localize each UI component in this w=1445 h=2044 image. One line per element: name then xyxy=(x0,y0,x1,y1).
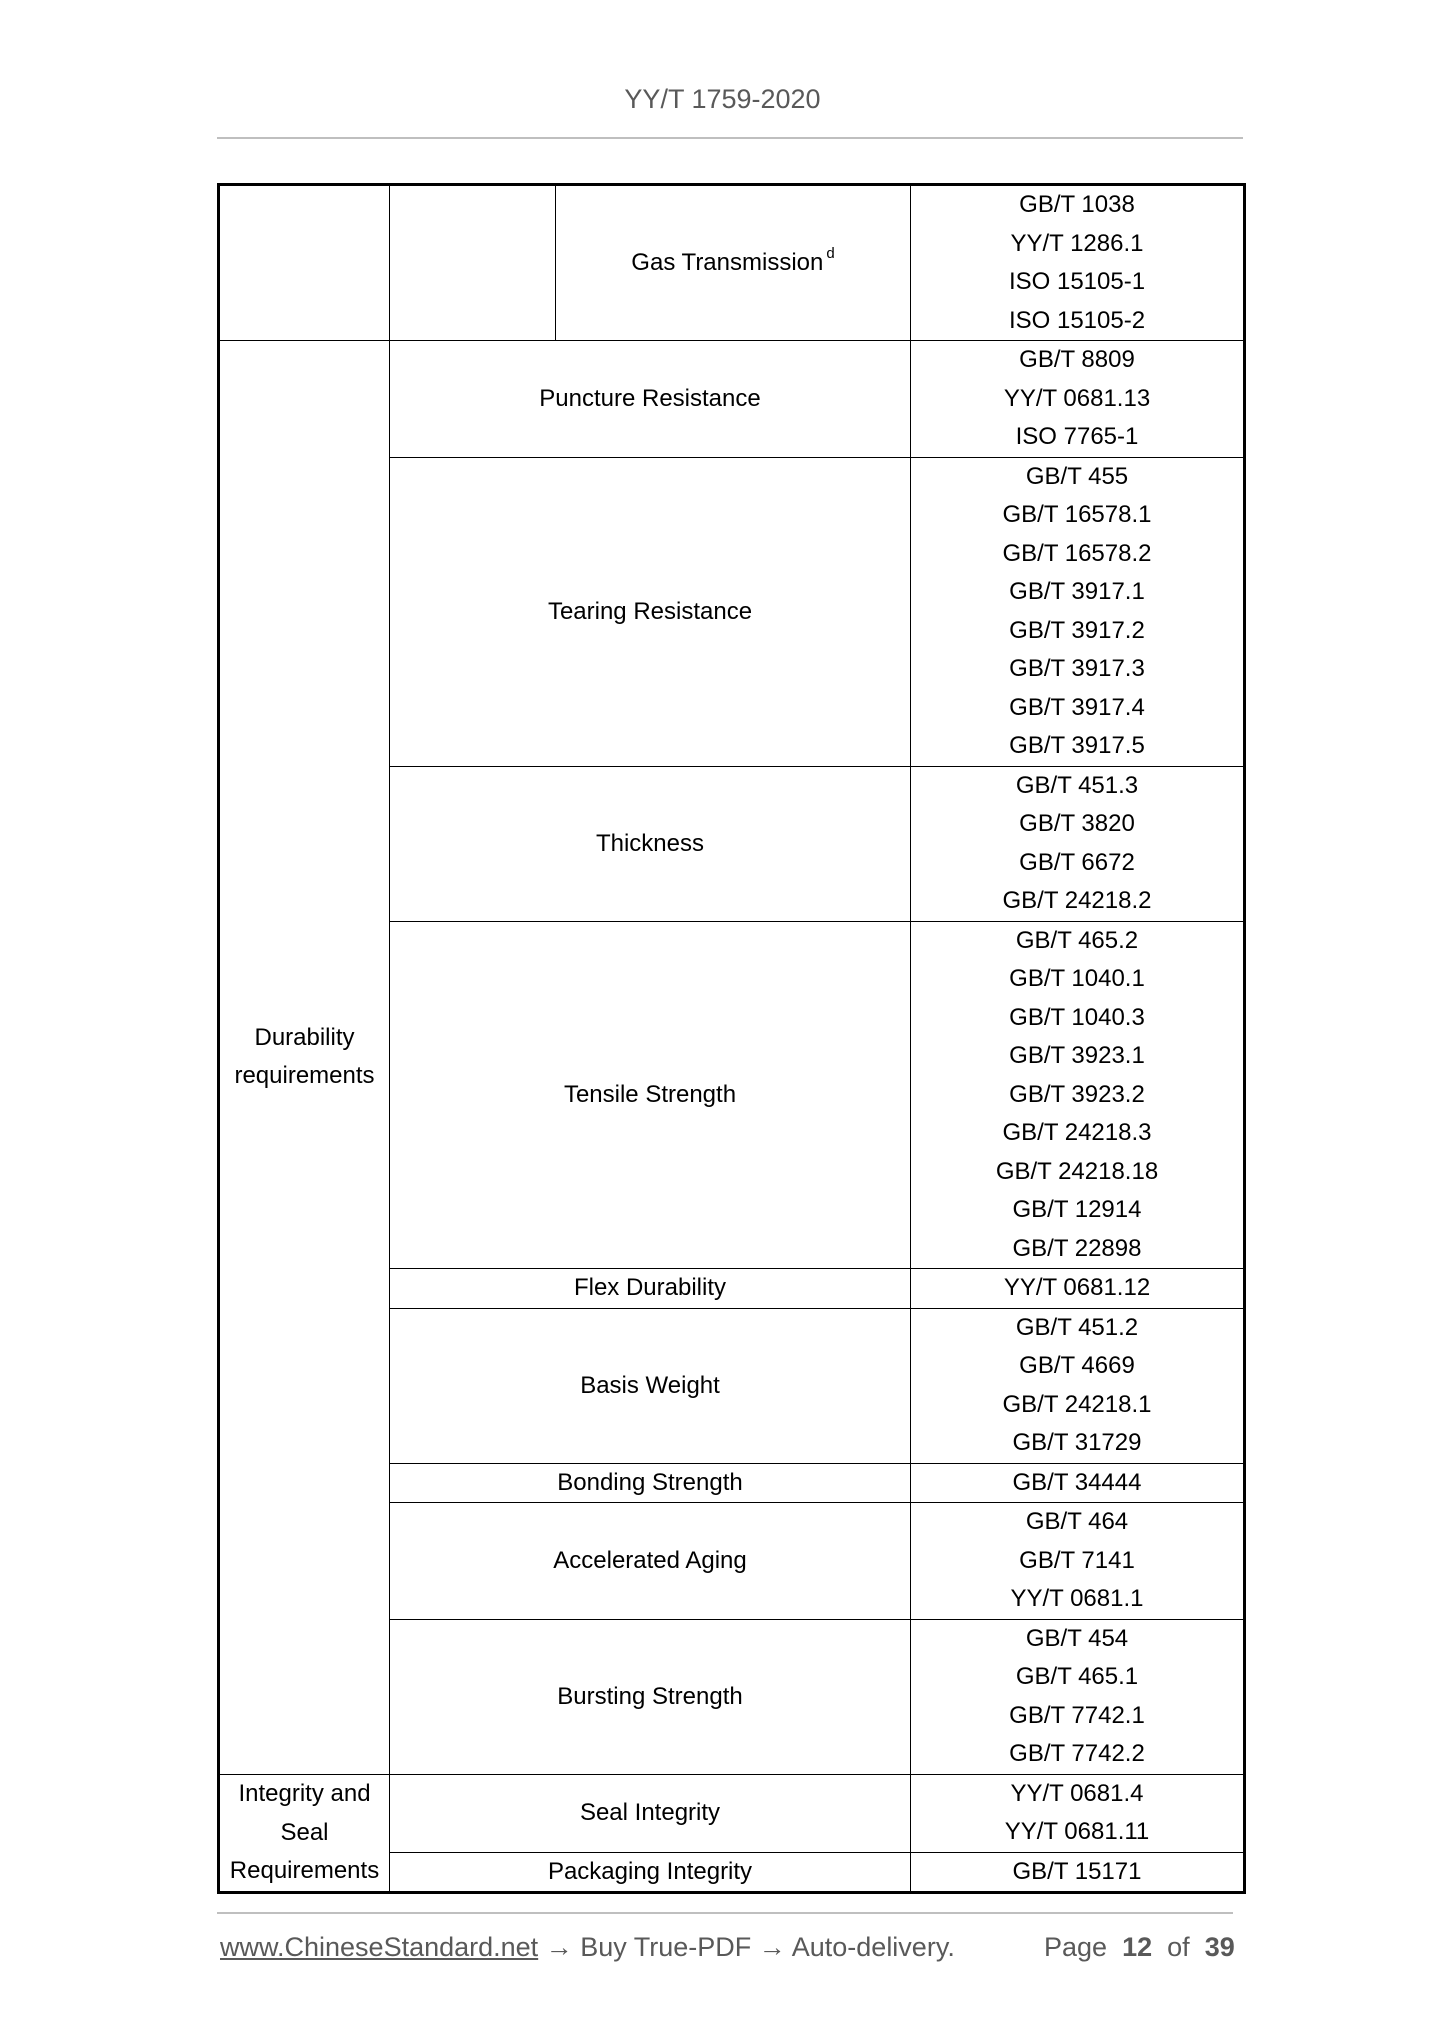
standards-cell xyxy=(911,185,1245,341)
standard-code: GB/T 4669 xyxy=(1019,1352,1135,1379)
standard-code: GB/T 7742.1 xyxy=(1009,1701,1145,1729)
property-cell xyxy=(390,1503,911,1620)
standard-code: GB/T 34444 xyxy=(1012,1468,1142,1496)
property-label: Tensile Strength xyxy=(563,1080,737,1108)
standard-code: GB/T 31729 xyxy=(1012,1429,1142,1456)
group-label-cell xyxy=(219,341,390,1775)
test-standards-table xyxy=(217,183,1246,1894)
standard-code: GB/T 15171 xyxy=(1012,1857,1142,1885)
footer-divider xyxy=(217,1912,1233,1914)
standard-code: GB/T 16578.1 xyxy=(1002,501,1152,528)
property-label: Tearing Resistance xyxy=(547,597,753,625)
standards-cell xyxy=(911,766,1245,921)
standard-code: GB/T 454 xyxy=(1025,1624,1129,1652)
standard-code: YY/T 0681.4 xyxy=(1010,1779,1144,1807)
property-cell xyxy=(390,1619,911,1774)
property-label: Bursting Strength xyxy=(557,1682,743,1710)
property-label: Seal Integrity xyxy=(579,1799,721,1826)
standards-cell xyxy=(911,921,1245,1269)
property-label: Accelerated Aging xyxy=(553,1546,747,1574)
standard-code: GB/T 12914 xyxy=(1012,1196,1142,1223)
property-label: Packaging Integrity xyxy=(547,1857,753,1885)
standard-code: GB/T 6672 xyxy=(1019,848,1135,876)
durability-group-label: Durability requirements xyxy=(234,1023,375,1090)
standard-code: GB/T 7742.2 xyxy=(1009,1740,1145,1767)
empty-group-cell xyxy=(219,185,390,341)
standard-code: GB/T 465.1 xyxy=(1015,1663,1139,1690)
standards-cell xyxy=(911,457,1245,766)
gas-transmission-label: Gas Transmission xyxy=(631,249,824,276)
standard-code: GB/T 1040.3 xyxy=(1009,1003,1145,1031)
standards-cell xyxy=(911,1463,1245,1503)
standard-code: GB/T 451.2 xyxy=(1015,1313,1139,1341)
standard-code: GB/T 3917.3 xyxy=(1009,655,1145,682)
group-label-cell xyxy=(219,1774,390,1893)
footer-tagline: → Buy True-PDF → Auto-delivery. xyxy=(538,1932,955,1962)
standard-code: YY/T 0681.1 xyxy=(1010,1585,1144,1612)
property-label: Basis Weight xyxy=(580,1371,720,1399)
standard-code: GB/T 3923.2 xyxy=(1009,1080,1145,1108)
property-cell xyxy=(390,1463,911,1503)
table-row xyxy=(219,1774,1245,1852)
standard-code: GB/T 3917.4 xyxy=(1009,693,1145,721)
standard-code: YY/T 1286.1 xyxy=(1010,229,1144,257)
standard-code: GB/T 3820 xyxy=(1019,810,1135,837)
page-total: 39 xyxy=(1204,1932,1235,1962)
standards-cell xyxy=(911,1308,1245,1463)
property-cell xyxy=(556,185,911,341)
standard-code: GB/T 464 xyxy=(1025,1508,1129,1535)
property-label: Thickness xyxy=(595,829,705,857)
header-divider xyxy=(217,137,1243,139)
property-cell xyxy=(390,1774,911,1852)
standard-code: GB/T 22898 xyxy=(1012,1234,1142,1262)
standard-code: GB/T 24218.1 xyxy=(1002,1390,1152,1418)
standards-cell xyxy=(911,1269,1245,1309)
standard-code: GB/T 24218.2 xyxy=(1002,887,1152,914)
standard-code: YY/T 0681.11 xyxy=(1004,1818,1150,1845)
standard-code: GB/T 451.3 xyxy=(1015,771,1139,799)
document-code-header: YY/T 1759-2020 xyxy=(624,84,821,114)
standard-code: GB/T 16578.2 xyxy=(1002,539,1152,567)
standard-code: GB/T 24218.3 xyxy=(1002,1119,1152,1146)
property-label: Flex Durability xyxy=(573,1274,727,1302)
standard-code: GB/T 455 xyxy=(1025,462,1129,490)
website-link[interactable]: www.ChineseStandard.net xyxy=(220,1932,539,1962)
property-cell xyxy=(390,341,911,458)
standard-code: YY/T 0681.12 xyxy=(1003,1274,1151,1301)
property-cell xyxy=(390,1852,911,1893)
standard-code: GB/T 465.2 xyxy=(1015,926,1139,954)
page-label: Page xyxy=(1044,1932,1108,1962)
standard-code: GB/T 3917.2 xyxy=(1009,616,1145,644)
standard-code: GB/T 1040.1 xyxy=(1009,965,1145,992)
table-row xyxy=(219,185,1245,341)
of-label: of xyxy=(1167,1932,1190,1962)
property-cell xyxy=(390,921,911,1269)
property-cell xyxy=(390,457,911,766)
property-cell xyxy=(390,1269,911,1309)
property-label: Puncture Resistance xyxy=(539,384,761,412)
standard-code: GB/T 1038 xyxy=(1019,191,1135,218)
standard-code: GB/T 7141 xyxy=(1019,1546,1135,1574)
standards-cell xyxy=(911,1619,1245,1774)
standard-code: GB/T 3917.1 xyxy=(1009,578,1145,605)
footnote-marker: d xyxy=(826,245,835,262)
standard-code: ISO 7765-1 xyxy=(1015,423,1139,450)
page-number: 12 xyxy=(1122,1932,1153,1962)
empty-subgroup-cell xyxy=(390,185,556,341)
property-cell xyxy=(390,766,911,921)
integrity-group-label: Integrity and Seal Requirements xyxy=(229,1780,380,1884)
standards-cell xyxy=(911,1503,1245,1620)
standard-code: GB/T 3917.5 xyxy=(1009,732,1145,759)
footer-banner xyxy=(220,1932,955,1963)
property-label: Bonding Strength xyxy=(557,1468,743,1496)
standards-cell xyxy=(911,341,1245,458)
standard-code: GB/T 3923.1 xyxy=(1009,1042,1145,1069)
standard-code: ISO 15105-1 xyxy=(1008,268,1146,295)
standard-code: GB/T 8809 xyxy=(1019,346,1135,373)
standards-cell xyxy=(911,1774,1245,1852)
standard-code: YY/T 0681.13 xyxy=(1003,384,1151,412)
standard-code: GB/T 24218.18 xyxy=(995,1157,1159,1185)
property-cell xyxy=(390,1308,911,1463)
standards-cell xyxy=(911,1852,1245,1893)
page-indicator xyxy=(1044,1932,1235,1963)
table-row xyxy=(219,341,1245,458)
standard-code: ISO 15105-2 xyxy=(1008,306,1146,334)
